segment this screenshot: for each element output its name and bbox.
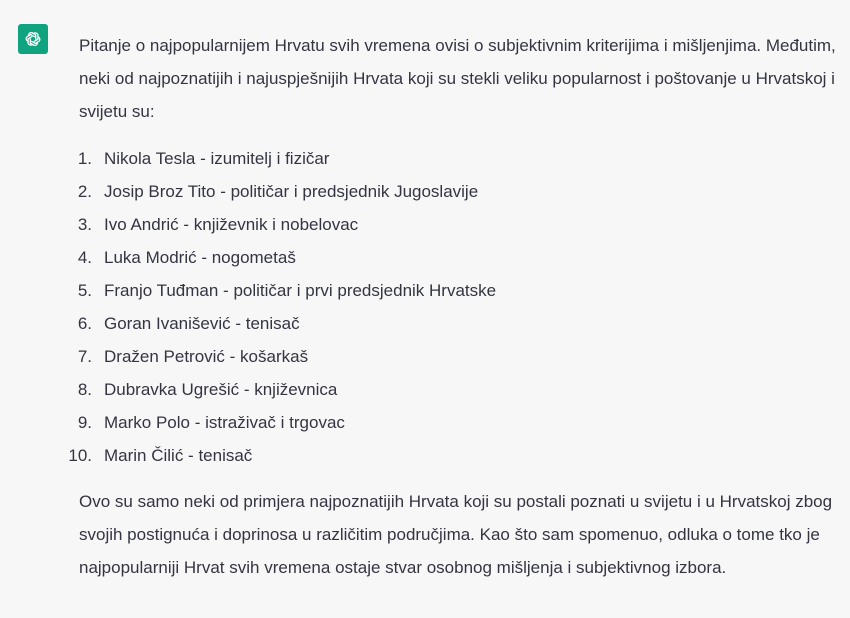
outro-paragraph: Ovo su samo neki od primjera najpoznatijih Hrvata koji su postali poznati u svijetu i u Hrvatskoj zbog svojih postignuća i doprinosa u različitim područjima. Kao što sam spomenuo, odluka o tome tko je najpopularniji Hrvat svih vremena ostaje stvar osobnog mišljenja i subjektivnog izbora. (79, 492, 833, 577)
list-item (79, 307, 839, 340)
list-item-number: 6. (77, 314, 92, 333)
list-item (68, 439, 839, 472)
list-item-number: 4. (77, 248, 92, 267)
list-item-number: 3. (77, 215, 92, 234)
list-item-text: Dražen Petrović - košarkaš (104, 347, 309, 366)
list-item (79, 373, 839, 406)
intro-paragraph: Pitanje o najpopularnijem Hrvatu svih vremena ovisi o subjektivnim kriterijima i mišljenjima. Međutim, neki od najpoznatijih i najuspješnijih Hrvata koji su stekli veliku popularnost i poštovanje u Hrvatskoj i svijetu su: (79, 36, 836, 121)
list-item-text: Dubravka Ugrešić - književnica (104, 380, 338, 399)
list-item-number: 10. (68, 446, 92, 465)
assistant-avatar (18, 24, 48, 54)
list-item-number: 5. (77, 281, 92, 300)
openai-logo-icon (23, 29, 43, 49)
message-content (68, 29, 839, 584)
list-item-text: Goran Ivanišević - tenisač (104, 314, 300, 333)
list-item-text: Nikola Tesla - izumitelj i fizičar (104, 149, 330, 168)
list-item (79, 340, 839, 373)
list-item-number: 8. (77, 380, 92, 399)
list-item (79, 175, 839, 208)
list-item (79, 142, 839, 175)
list-item-number: 7. (77, 347, 92, 366)
list-item-text: Ivo Andrić - književnik i nobelovac (104, 215, 359, 234)
list-item (79, 274, 839, 307)
list-item-text: Josip Broz Tito - političar i predsjednik Jugoslavije (104, 182, 479, 201)
list-item-number: 1. (77, 149, 92, 168)
people-list (68, 142, 839, 472)
list-item-text: Marin Čilić - tenisač (104, 446, 253, 465)
list-item-text: Marko Polo - istraživač i trgovac (104, 413, 345, 432)
list-item-number: 2. (77, 182, 92, 201)
list-item (79, 208, 839, 241)
list-item-number: 9. (77, 413, 92, 432)
list-item (79, 241, 839, 274)
list-item-text: Franjo Tuđman - političar i prvi predsjednik Hrvatske (104, 281, 497, 300)
list-item (79, 406, 839, 439)
list-item-text: Luka Modrić - nogometaš (104, 248, 296, 267)
